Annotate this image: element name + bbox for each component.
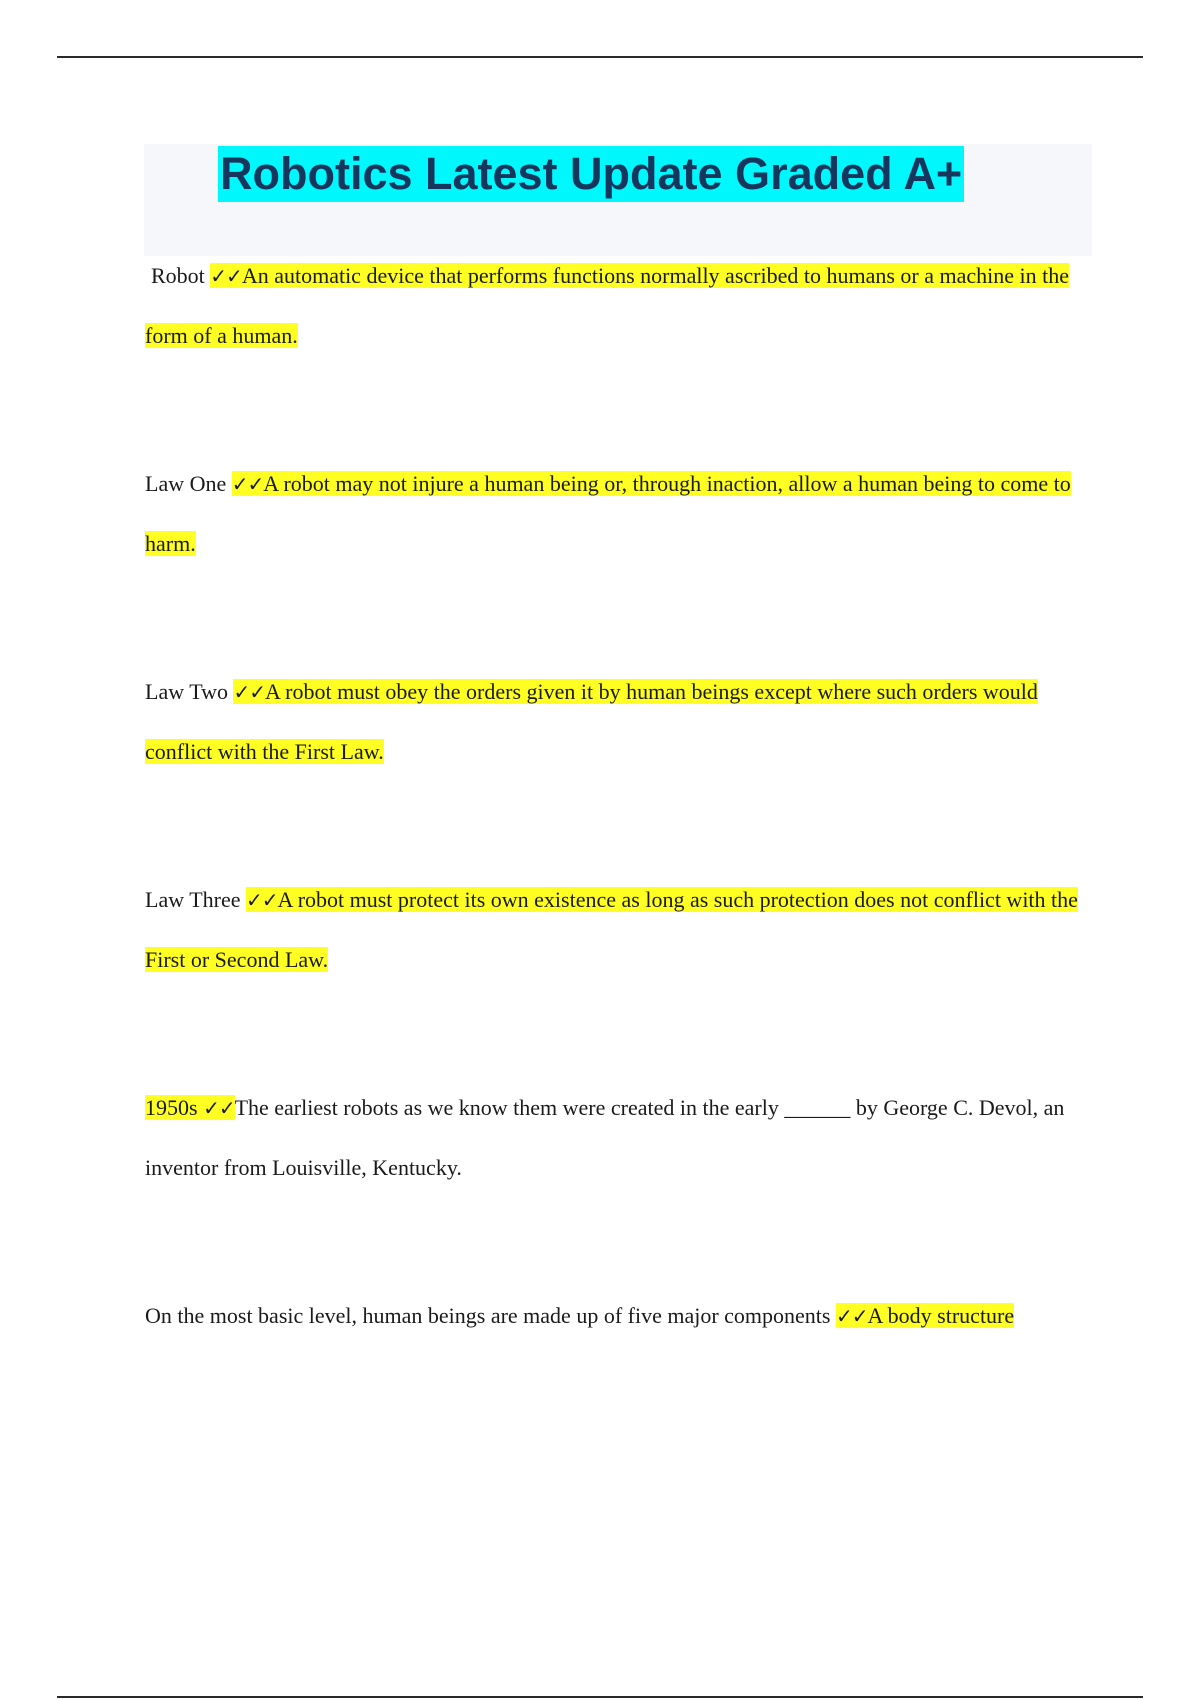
qa-entry-law-one bbox=[145, 454, 1095, 574]
term-text: Law Two bbox=[145, 679, 228, 704]
answer-highlight bbox=[145, 679, 1038, 764]
answer-text: A robot must obey the orders given it by human beings except where such orders would conflict with the First Law. bbox=[145, 679, 1038, 764]
term-text: Law One bbox=[145, 471, 227, 496]
qa-entry-law-three bbox=[145, 870, 1095, 990]
term-text: On the most basic level, human beings are made up of five major components bbox=[145, 1303, 831, 1328]
answer-text: A robot may not injure a human being or, through inaction, allow a human being to come to harm. bbox=[145, 471, 1071, 556]
double-check-icon: ✓✓ bbox=[835, 1304, 868, 1328]
answer-highlight bbox=[836, 1303, 1014, 1328]
term-text: 1950s bbox=[145, 1095, 198, 1120]
answer-highlight bbox=[145, 887, 1078, 972]
double-check-icon: ✓✓ bbox=[203, 1096, 235, 1120]
qa-entry-five-components bbox=[145, 1286, 1095, 1346]
double-check-icon: ✓✓ bbox=[210, 264, 242, 288]
double-check-icon: ✓✓ bbox=[233, 680, 265, 704]
answer-text: A robot must protect its own existence as long as such protection does not conflict with the First or Second Law. bbox=[145, 887, 1078, 972]
footer-rule bbox=[57, 1696, 1143, 1698]
qa-entry-law-two bbox=[145, 662, 1095, 782]
term-highlight bbox=[145, 1095, 235, 1120]
term-text: Law Three bbox=[145, 887, 241, 912]
answer-text: The earliest robots as we know them were created in the early ______ by George C. Devol, an inventor from Louisville, Kentucky. bbox=[145, 1095, 1065, 1180]
answer-text: An automatic device that performs functions normally ascribed to humans or a machine in the form of a human. bbox=[145, 263, 1070, 348]
double-check-icon: ✓✓ bbox=[246, 888, 278, 912]
answer-text: A body structure bbox=[867, 1303, 1015, 1328]
term-text: Robot bbox=[151, 263, 205, 288]
answer-highlight bbox=[145, 471, 1071, 556]
qa-entry-1950s bbox=[145, 1078, 1095, 1198]
double-check-icon: ✓✓ bbox=[231, 472, 264, 496]
answer-highlight bbox=[145, 263, 1069, 348]
qa-entry-robot bbox=[145, 246, 1095, 366]
document-title: Robotics Latest Update Graded A+ bbox=[218, 146, 964, 202]
header-rule bbox=[57, 56, 1143, 58]
